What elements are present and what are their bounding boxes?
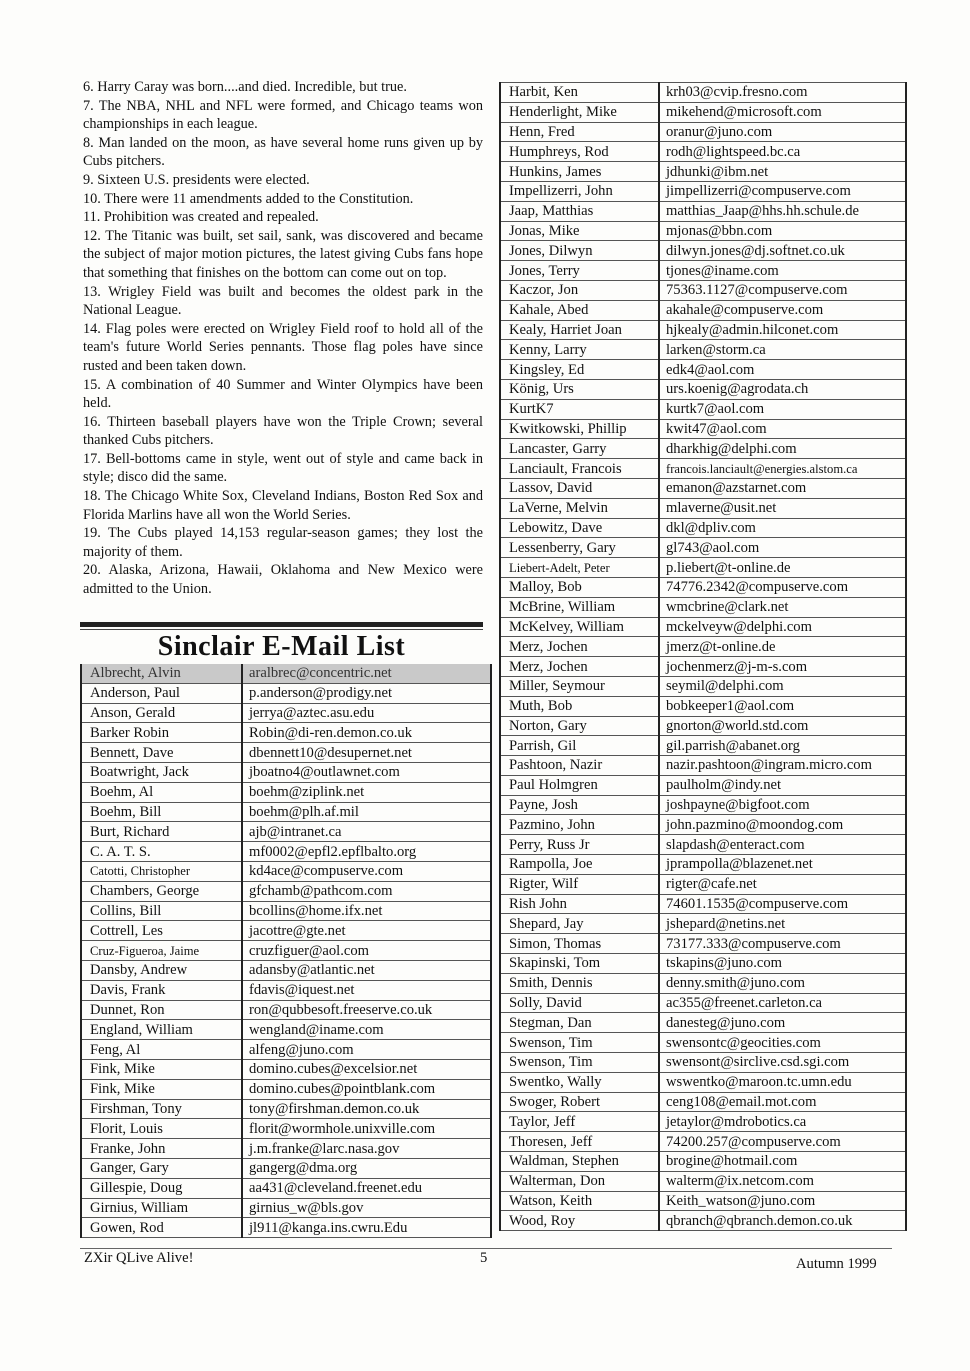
table-row [500,676,906,696]
member-email: boehm@plh.af.mil [242,802,491,822]
member-name: Franke, John [81,1139,242,1159]
member-name: Taylor, Jeff [500,1112,659,1132]
member-email: joshpayne@bigfoot.com [659,795,906,815]
table-row [500,775,906,795]
member-email: kd4ace@compuserve.com [242,861,491,881]
table-row [500,538,906,558]
member-name: Shepard, Jay [500,914,659,934]
member-email: seymil@delphi.com [659,676,906,696]
member-name: Fink, Mike [81,1059,242,1079]
member-name: Dunnet, Ron [81,1000,242,1020]
member-email: kwit47@aol.com [659,419,906,439]
member-name: Stegman, Dan [500,1013,659,1033]
member-name: Lassov, David [500,478,659,498]
table-row [500,201,906,221]
table-row [81,1040,491,1060]
member-name: KurtK7 [500,399,659,419]
member-name: Jonas, Mike [500,221,659,241]
member-email: j.m.franke@larc.nasa.gov [242,1139,491,1159]
member-name: England, William [81,1020,242,1040]
member-email: gl743@aol.com [659,538,906,558]
member-email: ceng108@email.mot.com [659,1092,906,1112]
member-name: Jaap, Matthias [500,201,659,221]
member-name: Florit, Louis [81,1119,242,1139]
email-table-right [499,82,907,1231]
table-row [500,855,906,875]
member-email: dharkhig@delphi.com [659,439,906,459]
member-name: Solly, David [500,993,659,1013]
member-name: Cottrell, Les [81,921,242,941]
table-row [500,221,906,241]
member-name: Parrish, Gil [500,736,659,756]
table-row [81,683,491,703]
member-email: brogine@hotmail.com [659,1152,906,1172]
member-name: Malloy, Bob [500,577,659,597]
member-name: Boehm, Bill [81,802,242,822]
table-row [500,439,906,459]
member-email: domino.cubes@pointblank.com [242,1079,491,1099]
member-email: jprampolla@blazenet.net [659,855,906,875]
member-email: jochenmerz@j-m-s.com [659,657,906,677]
table-row [500,716,906,736]
member-email: tjones@iname.com [659,261,906,281]
member-email: jdhunki@ibm.net [659,162,906,182]
member-name: Boatwright, Jack [81,762,242,782]
member-name: Lanciault, Francois [500,459,659,479]
table-row [81,802,491,822]
member-name: Kingsley, Ed [500,360,659,380]
member-name: McKelvey, William [500,617,659,637]
table-row [81,762,491,782]
trivia-item: 7. The NBA, NHL and NFL were formed, and Chicago teams won championships in each league. [83,97,483,133]
member-email: Keith_watson@juno.com [659,1191,906,1211]
member-name: C. A. T. S. [81,842,242,862]
table-row [81,980,491,1000]
member-email: jacottre@gte.net [242,921,491,941]
member-email: bcollins@home.ifx.net [242,901,491,921]
table-row [500,795,906,815]
member-email: krh03@cvip.fresno.com [659,83,906,103]
table-row [81,1079,491,1099]
member-email: matthias_Jaap@hhs.hh.schule.de [659,201,906,221]
member-name: Hunkins, James [500,162,659,182]
member-email: jboatno4@outlawnet.com [242,762,491,782]
table-row [500,83,906,103]
table-row [81,960,491,980]
member-email: ron@qubbesoft.freeserve.co.uk [242,1000,491,1020]
member-email: rodh@lightspeed.bc.ca [659,142,906,162]
member-email: edk4@aol.com [659,360,906,380]
member-name: Albrecht, Alvin [81,664,242,683]
member-name: Chambers, George [81,881,242,901]
footer-divider [80,1248,892,1249]
table-row [500,142,906,162]
member-email: adansby@atlantic.net [242,960,491,980]
member-name: Collins, Bill [81,901,242,921]
member-name: Cruz-Figueroa, Jaime [81,941,242,961]
member-email: gfchamb@pathcom.com [242,881,491,901]
footer-issue: Autumn 1999 [796,1256,877,1272]
member-email: 74776.2342@compuserve.com [659,577,906,597]
member-name: Simon, Thomas [500,934,659,954]
table-row [81,1139,491,1159]
table-row [500,973,906,993]
member-email: 74200.257@compuserve.com [659,1132,906,1152]
trivia-item: 19. The Cubs played 14,153 regular-season games; they lost the majority of them. [83,525,483,560]
table-row [500,241,906,261]
table-row [81,881,491,901]
trivia-item: 12. The Titanic was built, set sail, sank, was discovered and became the subject of major motion pictures, the latest giving Cubs fans hope that something that finishes on the bottom can come out on top. [83,227,483,281]
footer-page-number: 5 [480,1250,488,1266]
member-name: Anson, Gerald [81,703,242,723]
member-name: Kwitkowski, Phillip [500,419,659,439]
member-name: Watson, Keith [500,1191,659,1211]
member-name: Thoresen, Jeff [500,1132,659,1152]
table-row [81,723,491,743]
table-row [500,874,906,894]
table-row [500,1152,906,1172]
member-name: Pazmino, John [500,815,659,835]
member-email: aralbrec@concentric.net [242,664,491,683]
member-name: Dansby, Andrew [81,960,242,980]
member-name: Perry, Russ Jr [500,835,659,855]
member-email: florit@wormhole.unixville.com [242,1119,491,1139]
member-email: jimpellizerri@compuserve.com [659,181,906,201]
member-name: Muth, Bob [500,696,659,716]
member-name: Impellizerri, John [500,181,659,201]
member-email: jetaylor@mdrobotics.ca [659,1112,906,1132]
table-row [500,1013,906,1033]
member-name: Davis, Frank [81,980,242,1000]
member-name: Paul Holmgren [500,775,659,795]
member-email: jl911@kanga.ins.cwru.Edu [242,1218,491,1238]
table-row [81,1020,491,1040]
member-email: oranur@juno.com [659,122,906,142]
member-name: Swenson, Tim [500,1033,659,1053]
member-email: walterm@ix.netcom.com [659,1171,906,1191]
member-email: wswentko@maroon.tc.umn.edu [659,1072,906,1092]
table-row [500,320,906,340]
table-row [81,1059,491,1079]
trivia-item: 10. There were 11 amendments added to the Constitution. [83,190,414,207]
table-row [81,743,491,763]
member-email: paulholm@indy.net [659,775,906,795]
member-name: Gowen, Rod [81,1218,242,1238]
member-name: Humphreys, Rod [500,142,659,162]
table-row [500,1092,906,1112]
table-row [500,993,906,1013]
member-email: swensontc@geocities.com [659,1033,906,1053]
table-row [500,1132,906,1152]
table-row [500,102,906,122]
member-name: Miller, Seymour [500,676,659,696]
member-name: Norton, Gary [500,716,659,736]
member-email: ac355@freenet.carleton.ca [659,993,906,1013]
table-row [500,558,906,578]
table-row [81,921,491,941]
table-row [500,934,906,954]
member-email: jshepard@netins.net [659,914,906,934]
trivia-item: 8. Man landed on the moon, as have several home runs given up by Cubs pitchers. [83,134,483,170]
member-name: Rigter, Wilf [500,874,659,894]
table-row [81,1119,491,1139]
member-name: Catotti, Christopher [81,861,242,881]
table-row [500,419,906,439]
member-email: danesteg@juno.com [659,1013,906,1033]
member-name: Lebowitz, Dave [500,518,659,538]
table-row [500,1033,906,1053]
trivia-item: 9. Sixteen U.S. presidents were elected. [83,171,310,188]
member-name: Henderlight, Mike [500,102,659,122]
member-name: Lessenberry, Gary [500,538,659,558]
table-row [500,399,906,419]
table-row [500,181,906,201]
member-email: dkl@dpliv.com [659,518,906,538]
member-email: qbranch@qbranch.demon.co.uk [659,1211,906,1231]
table-row [500,1053,906,1073]
member-name: LaVerne, Melvin [500,498,659,518]
trivia-item: 14. Flag poles were erected on Wrigley Field roof to hold all of the team's future World Series pennants. Those flag poles have since rusted and been taken down. [83,320,483,374]
member-email: p.liebert@t-online.de [659,558,906,578]
table-row [500,459,906,479]
table-row [81,782,491,802]
table-row [500,478,906,498]
member-email: swensont@sirclive.csd.sgi.com [659,1053,906,1073]
member-email: gangerg@dma.org [242,1158,491,1178]
table-row [81,941,491,961]
table-row [81,842,491,862]
member-name: Pashtoon, Nazir [500,756,659,776]
member-name: McBrine, William [500,597,659,617]
email-list-title: Sinclair E-Mail List [157,631,406,662]
trivia-item: 18. The Chicago White Sox, Cleveland Indians, Boston Red Sox and Florida Marlins have all won the World Series. [83,488,483,523]
member-email: larken@storm.ca [659,340,906,360]
member-email: gnorton@world.std.com [659,716,906,736]
table-row [81,1000,491,1020]
trivia-item: 15. A combination of 40 Summer and Winter Olympics have been held. [83,376,483,412]
member-email: mf0002@epfl2.epflbalto.org [242,842,491,862]
section-divider [80,622,483,627]
member-name: Ganger, Gary [81,1158,242,1178]
table-row [500,894,906,914]
table-row [500,1191,906,1211]
table-row [500,162,906,182]
member-name: Fink, Mike [81,1079,242,1099]
table-row [500,617,906,637]
member-email: Robin@di-ren.demon.co.uk [242,723,491,743]
table-row [500,518,906,538]
member-email: emanon@azstarnet.com [659,478,906,498]
member-name: Jones, Terry [500,261,659,281]
member-email: denny.smith@juno.com [659,973,906,993]
trivia-list [83,78,483,599]
member-email: akahale@compuserve.com [659,300,906,320]
table-row [500,1072,906,1092]
member-name: Payne, Josh [500,795,659,815]
member-name: Anderson, Paul [81,683,242,703]
table-row [500,261,906,281]
member-email: jerrya@aztec.asu.edu [242,703,491,723]
table-row [500,300,906,320]
table-row [500,696,906,716]
table-row [500,657,906,677]
member-email: cruzfiguer@aol.com [242,941,491,961]
table-row [500,1112,906,1132]
member-email: hjkealy@admin.hilconet.com [659,320,906,340]
member-email: tony@firshman.demon.co.uk [242,1099,491,1119]
member-email: mikehend@microsoft.com [659,102,906,122]
member-email: mjonas@bbn.com [659,221,906,241]
member-name: Kenny, Larry [500,340,659,360]
trivia-item: 13. Wrigley Field was built and becomes the oldest park in the National League. [83,283,483,319]
member-name: Jones, Dilwyn [500,241,659,261]
member-name: Kaczor, Jon [500,280,659,300]
trivia-item: 20. Alaska, Arizona, Hawaii, Oklahoma and New Mexico were admitted to the Union. [83,562,483,598]
member-name: Merz, Jochen [500,637,659,657]
table-row [81,861,491,881]
email-table-left [80,664,492,1238]
member-email: francois.lanciault@energies.alstom.ca [659,459,906,479]
table-row [500,1211,906,1231]
member-email: ajb@intranet.ca [242,822,491,842]
member-name: Wood, Roy [500,1211,659,1231]
table-row [81,1099,491,1119]
member-email: tskapins@juno.com [659,954,906,974]
table-row [81,1158,491,1178]
member-email: jmerz@t-online.de [659,637,906,657]
member-email: rigter@cafe.net [659,874,906,894]
member-name: Swenson, Tim [500,1053,659,1073]
member-email: kurtk7@aol.com [659,399,906,419]
table-row [81,822,491,842]
member-name: Henn, Fred [500,122,659,142]
member-name: Bennett, Dave [81,743,242,763]
member-email: fdavis@iquest.net [242,980,491,1000]
member-name: Girnius, William [81,1198,242,1218]
table-row [500,835,906,855]
table-row [500,815,906,835]
table-row [500,280,906,300]
member-email: boehm@ziplink.net [242,782,491,802]
table-row [81,703,491,723]
member-email: 75363.1127@compuserve.com [659,280,906,300]
member-email: mckelveyw@delphi.com [659,617,906,637]
member-email: 73177.333@compuserve.com [659,934,906,954]
member-email: bobkeeper1@aol.com [659,696,906,716]
member-name: Smith, Dennis [500,973,659,993]
table-row [500,122,906,142]
trivia-item: 17. Bell-bottoms came in style, went out of style and came back in style; disco did the same. [83,450,483,486]
member-email: dilwyn.jones@dj.softnet.co.uk [659,241,906,261]
member-name: König, Urs [500,379,659,399]
member-email: domino.cubes@excelsior.net [242,1059,491,1079]
table-row [500,1171,906,1191]
table-row [500,736,906,756]
member-email: gil.parrish@abanet.org [659,736,906,756]
member-name: Kahale, Abed [500,300,659,320]
trivia-item: 6. Harry Caray was born....and died. Incredible, but true. [83,79,407,95]
table-row [500,360,906,380]
table-row [500,577,906,597]
member-email: john.pazmino@moondog.com [659,815,906,835]
member-name: Burt, Richard [81,822,242,842]
member-email: wmcbrine@clark.net [659,597,906,617]
member-email: alfeng@juno.com [242,1040,491,1060]
member-name: Waldman, Stephen [500,1152,659,1172]
member-email: wengland@iname.com [242,1020,491,1040]
member-name: Skapinski, Tom [500,954,659,974]
table-row [500,914,906,934]
table-row [81,664,491,683]
table-row [500,340,906,360]
member-name: Feng, Al [81,1040,242,1060]
table-row [500,597,906,617]
member-email: nazir.pashtoon@ingram.micro.com [659,756,906,776]
table-row [500,756,906,776]
member-email: girnius_w@bls.gov [242,1198,491,1218]
member-name: Liebert-Adelt, Peter [500,558,659,578]
table-row [500,379,906,399]
member-email: slapdash@enteract.com [659,835,906,855]
member-name: Walterman, Don [500,1171,659,1191]
trivia-item: 16. Thirteen baseball players have won the Triple Crown; several thanked Cubs pitchers. [83,413,483,449]
member-email: p.anderson@prodigy.net [242,683,491,703]
table-row [81,1218,491,1238]
member-email: aa431@cleveland.freenet.edu [242,1178,491,1198]
table-row [500,498,906,518]
member-name: Rampolla, Joe [500,855,659,875]
member-email: mlaverne@usit.net [659,498,906,518]
member-email: 74601.1535@compuserve.com [659,894,906,914]
member-name: Swoger, Robert [500,1092,659,1112]
table-row [81,1178,491,1198]
table-row [81,901,491,921]
table-row [500,637,906,657]
member-name: Merz, Jochen [500,657,659,677]
member-email: urs.koenig@agrodata.ch [659,379,906,399]
trivia-item: 11. Prohibition was created and repealed. [83,209,319,226]
member-name: Swentko, Wally [500,1072,659,1092]
member-name: Barker Robin [81,723,242,743]
member-name: Rish John [500,894,659,914]
member-name: Harbit, Ken [500,83,659,103]
footer-publication: ZXir QLive Alive! [84,1250,194,1266]
table-row [81,1198,491,1218]
member-name: Boehm, Al [81,782,242,802]
member-name: Firshman, Tony [81,1099,242,1119]
table-row [500,954,906,974]
member-name: Lancaster, Garry [500,439,659,459]
member-name: Kealy, Harriet Joan [500,320,659,340]
member-email: dbennett10@desupernet.net [242,743,491,763]
member-name: Gillespie, Doug [81,1178,242,1198]
